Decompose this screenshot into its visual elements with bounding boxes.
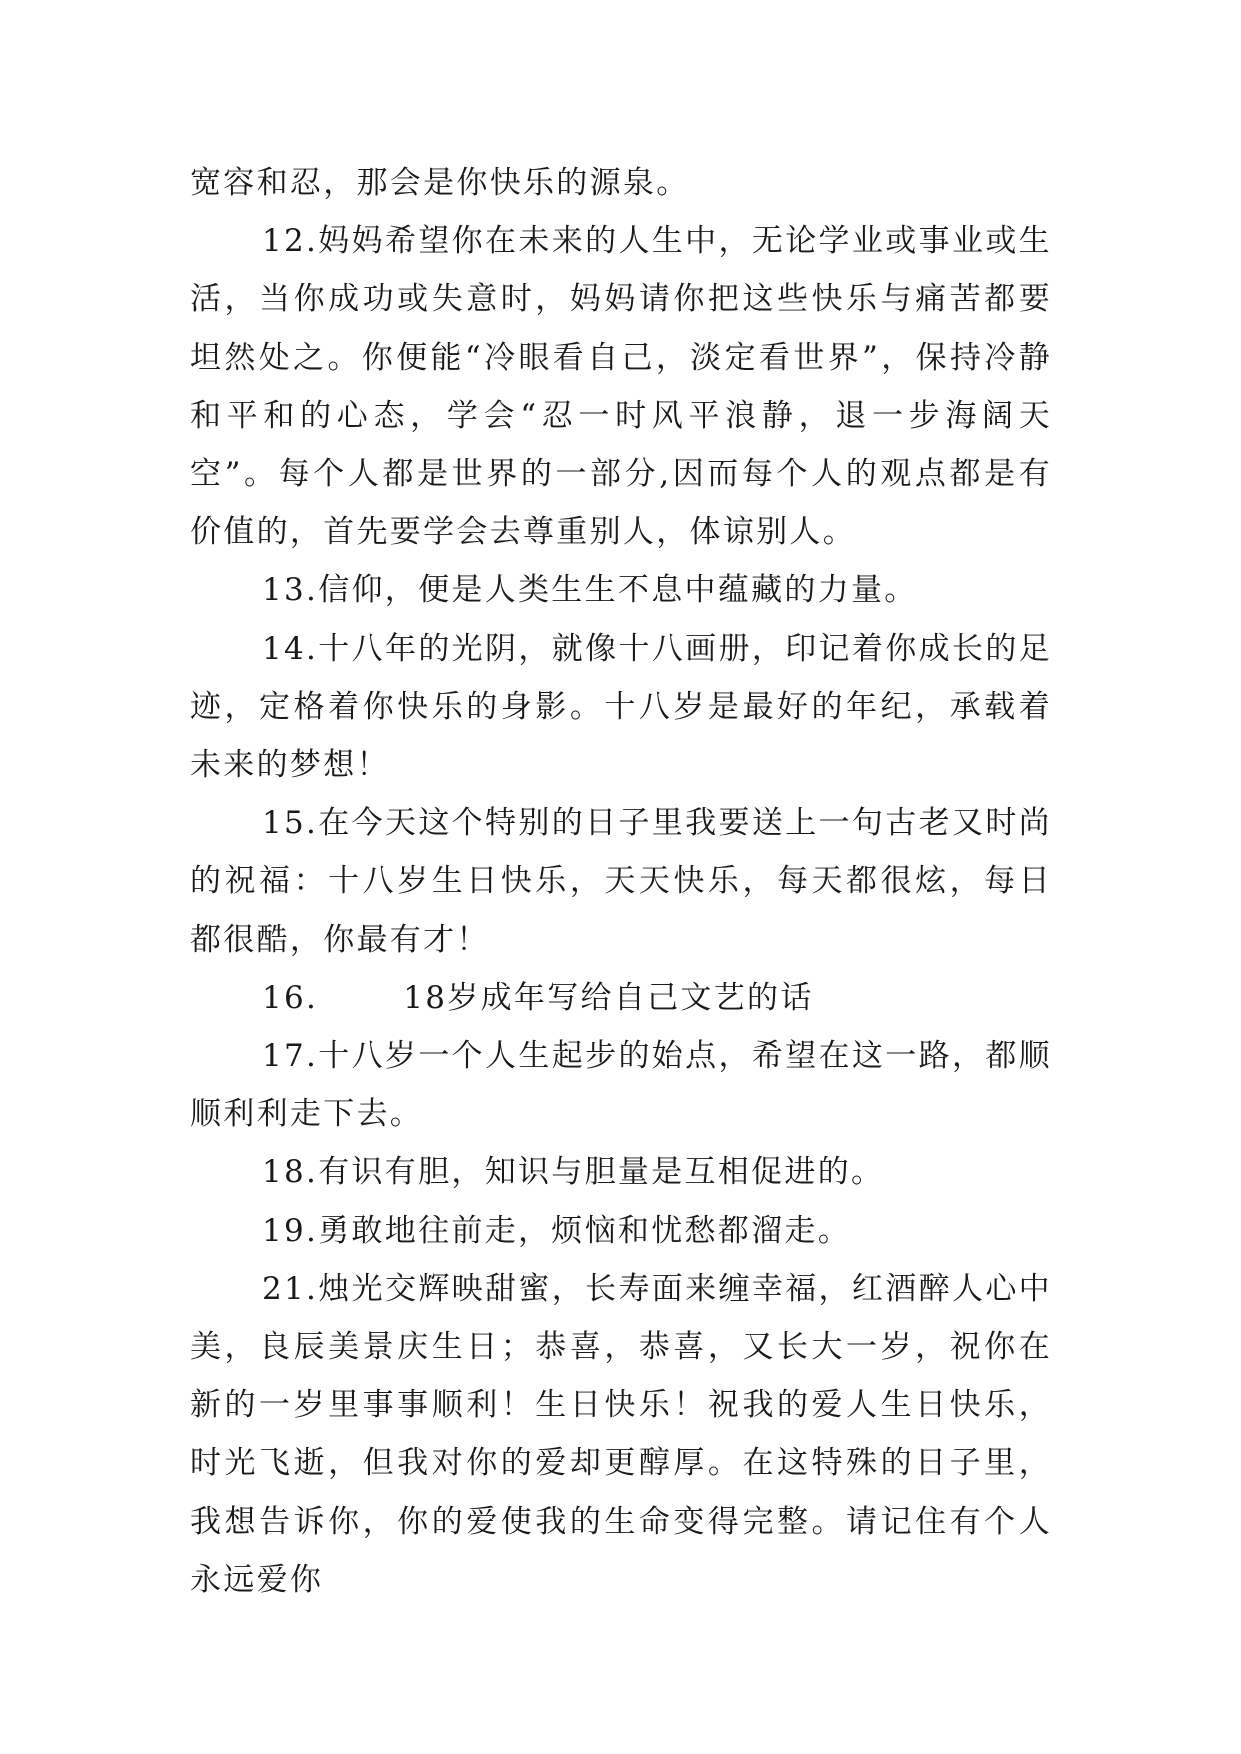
paragraph-item-17: 17.十八岁一个人生起步的始点，希望在这一路，都顺顺利利走下去。 bbox=[190, 1038, 1052, 1133]
paragraph-item-13: 13.信仰，便是人类生生不息中蕴藏的力量。 bbox=[262, 572, 918, 609]
paragraph-item-16: 16. 18岁成年写给自己文艺的话 bbox=[262, 979, 814, 1016]
document-page bbox=[190, 154, 1052, 1609]
paragraph-item-12: 12.妈妈希望你在未来的人生中，无论学业或事业或生活，当你成功或失意时，妈妈请你把这些快乐与痛苦都要坦然处之。你便能“冷眼看自己，淡定看世界”，保持冷静和平和的心态，学会“忍一时风平浪静，退一步海阔天空”。每个人都是世界的一部分,因而每个人的观点都是有价值的，首先要学会去尊重别人，体谅别人。 bbox=[190, 223, 1052, 551]
paragraph-item-21: 21.烛光交辉映甜蜜，长寿面来缠幸福，红酒醉人心中美，良辰美景庆生日；恭喜，恭喜，又长大一岁，祝你在新的一岁里事事顺利！生日快乐！祝我的爱人生日快乐，时光飞逝，但我对你的爱却更醇厚。在这特殊的日子里，我想告诉你，你的爱使我的生命变得完整。请记住有个人永远爱你 bbox=[190, 1270, 1052, 1598]
paragraph-continuation: 宽容和忍，那会是你快乐的源泉。 bbox=[190, 165, 690, 201]
paragraph-item-15: 15.在今天这个特别的日子里我要送上一句古老又时尚的祝福：十八岁生日快乐，天天快乐，每天都很炫，每日都很酷，你最有才！ bbox=[190, 805, 1052, 958]
paragraph-item-14: 14.十八年的光阴，就像十八画册，印记着你成长的足迹，定格着你快乐的身影。十八岁是最好的年纪，承载着未来的梦想！ bbox=[190, 630, 1052, 784]
paragraph-item-19: 19.勇敢地往前走，烦恼和忧愁都溜走。 bbox=[262, 1212, 851, 1249]
paragraph-item-18: 18.有识有胆，知识与胆量是互相促进的。 bbox=[262, 1154, 885, 1191]
